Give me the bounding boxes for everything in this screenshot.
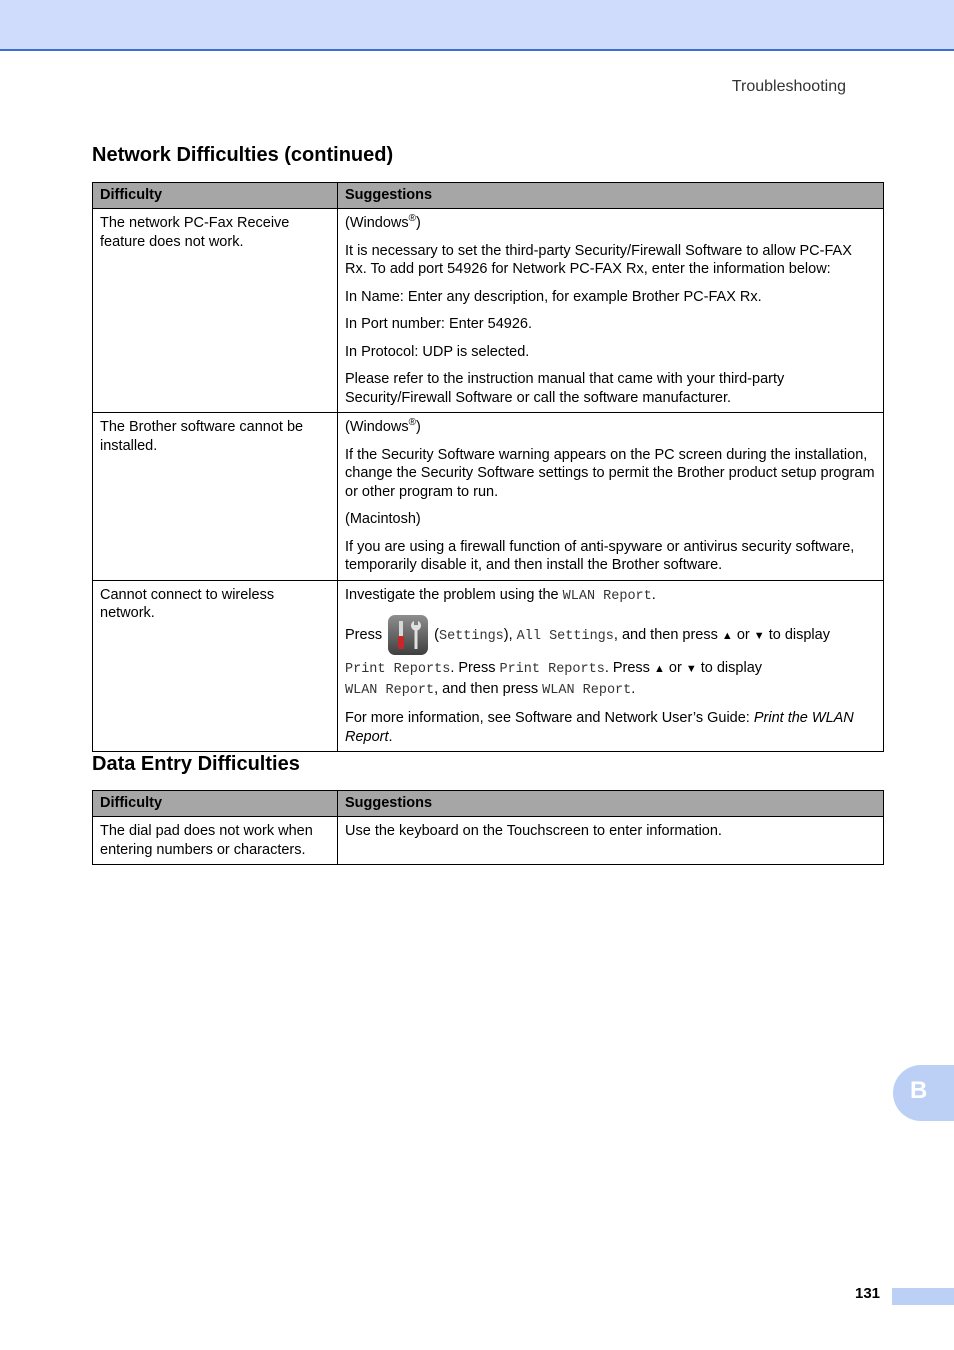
table-header-row <box>93 791 884 817</box>
guide-reference: Print the WLAN Report <box>345 710 854 745</box>
suggestion-text: It is necessary to set the third-party Security/Firewall Software to allow PC-FAX Rx. To add port 54926 for Network PC-FAX Rx, enter the information below: <box>345 242 852 277</box>
text: , and then press <box>434 680 543 697</box>
page-number-bar <box>892 1288 954 1305</box>
difficulty-cell: Cannot connect to wireless network. <box>93 580 338 752</box>
lcd-print-reports: Print Reports <box>345 662 451 677</box>
suggestion-cell <box>338 413 884 581</box>
section-title-data-entry: Data Entry Difficulties <box>92 753 300 775</box>
col-difficulty: Difficulty <box>93 791 338 817</box>
page-number: 131 <box>855 1285 881 1302</box>
registered-mark: ® <box>408 417 417 429</box>
suggestion-text <box>345 615 876 655</box>
suggestion-text: If you are using a firewall function of anti-spyware or antivirus security software, temporarily disable it, and then install the Brother software. <box>345 538 855 573</box>
text: Press <box>345 626 383 643</box>
difficulty-cell: The Brother software cannot be installed. <box>93 413 338 581</box>
text: For more information, see Software and Network User’s Guide: <box>345 710 754 726</box>
col-suggestions: Suggestions <box>338 791 884 817</box>
paren: ) <box>416 215 421 231</box>
text: or <box>736 626 750 643</box>
text: . <box>651 586 656 603</box>
text: . <box>388 728 393 745</box>
os-label <box>345 214 876 233</box>
suggestion-cell <box>338 209 884 413</box>
text: ), <box>503 626 517 643</box>
suggestion-text: If the Security Software warning appears on the PC screen during the installation, change the Security Software settings to permit the Brother product setup program or other program to run. <box>345 446 875 500</box>
lcd-wlan-report: WLAN Report <box>542 682 632 698</box>
table-row <box>93 580 884 752</box>
down-arrow-icon: ▼ <box>753 629 765 642</box>
col-difficulty: Difficulty <box>93 183 338 209</box>
up-arrow-icon: ▲ <box>721 629 733 642</box>
text: , and then press <box>613 626 718 643</box>
table-row <box>93 209 884 413</box>
difficulty-cell: The network PC-Fax Receive feature does not work. <box>93 209 338 413</box>
suggestion-text: Please refer to the instruction manual that came with your third-party Security/Firewall Software or call the software manufacturer. <box>345 371 785 406</box>
suggestion-text <box>345 586 876 607</box>
lcd-all-settings: All Settings <box>516 628 614 644</box>
lcd-wlan-report: WLAN Report <box>562 588 652 604</box>
header-band <box>0 0 954 51</box>
text: to display <box>700 660 763 676</box>
table-header-row <box>93 183 884 209</box>
text: . <box>631 680 636 697</box>
os-label <box>345 418 876 437</box>
appendix-tab <box>893 1065 954 1121</box>
suggestion-cell <box>338 580 884 752</box>
up-arrow-icon: ▲ <box>653 663 665 675</box>
text: ( <box>430 626 439 643</box>
suggestion-text <box>345 659 876 700</box>
suggestion-text: In Port number: Enter 54926. <box>345 316 532 332</box>
windows-label: (Windows <box>345 419 409 435</box>
text: . Press <box>450 660 500 676</box>
suggestion-text: In Name: Enter any description, for example Brother PC-FAX Rx. <box>345 288 762 305</box>
os-label-mac: (Macintosh) <box>345 511 421 527</box>
network-table <box>92 182 884 752</box>
tools-icon <box>388 615 428 655</box>
section-title-network: Network Difficulties (continued) <box>92 144 394 166</box>
text: or <box>668 660 682 676</box>
paren: ) <box>416 419 421 435</box>
lcd-wlan-report: WLAN Report <box>345 682 435 698</box>
suggestion-text: In Protocol: UDP is selected. <box>345 343 530 360</box>
windows-label: (Windows <box>345 215 409 231</box>
down-arrow-icon: ▼ <box>685 663 697 675</box>
lcd-print-reports: Print Reports <box>499 662 605 677</box>
appendix-letter: B <box>910 1077 928 1104</box>
table-row <box>93 413 884 581</box>
registered-mark: ® <box>408 213 417 225</box>
suggestion-cell: Use the keyboard on the Touchscreen to enter information. <box>338 817 884 865</box>
data-entry-table <box>92 790 884 865</box>
difficulty-cell: The dial pad does not work when entering numbers or characters. <box>93 817 338 865</box>
suggestion-text <box>345 709 876 746</box>
running-header: Troubleshooting <box>731 78 846 95</box>
col-suggestions: Suggestions <box>338 183 884 209</box>
text: Investigate the problem using the <box>345 586 563 603</box>
text: to display <box>768 626 830 643</box>
lcd-settings: Settings <box>438 628 504 644</box>
text: . Press <box>604 660 650 676</box>
table-row <box>93 817 884 865</box>
